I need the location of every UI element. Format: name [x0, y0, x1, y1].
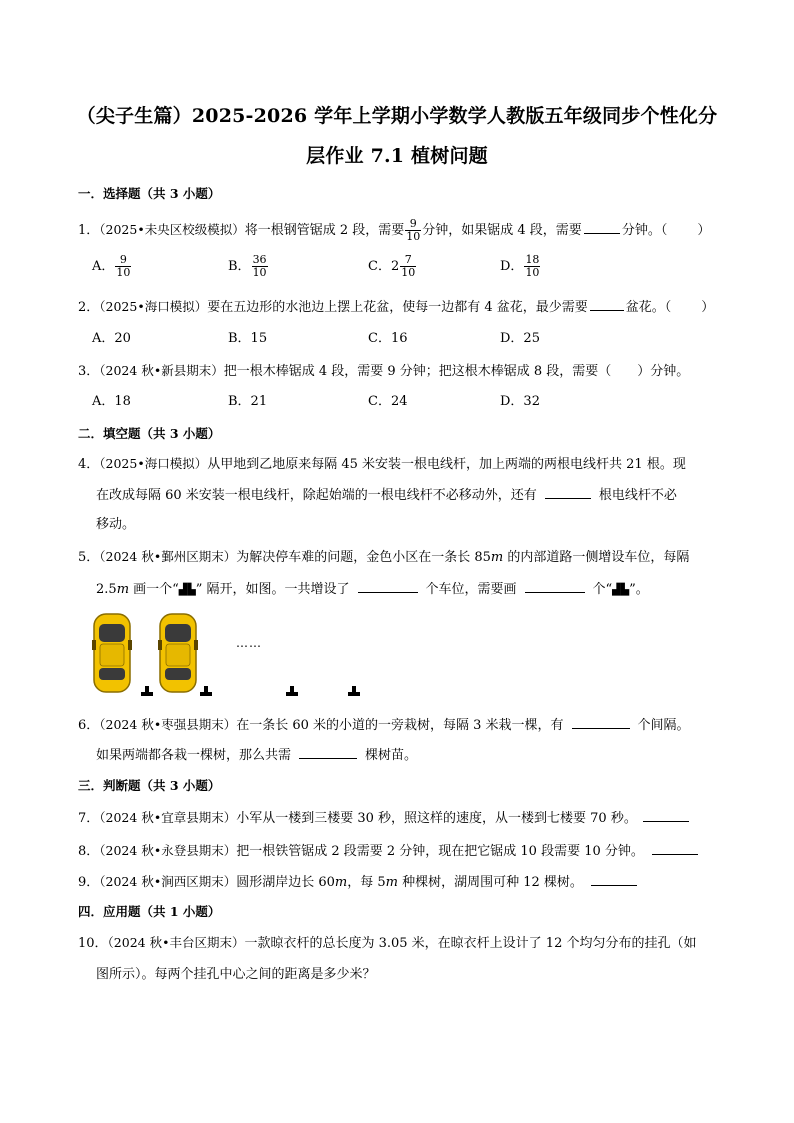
option-a[interactable]: A．18	[92, 394, 131, 409]
question-source: （2025•海口模拟）	[99, 299, 208, 314]
question-source: （2024 秋•新县期末）	[99, 363, 224, 378]
question-10: 10．（2024 秋•丰台区期末）一款晾衣杆的总长度为 3.05 米，在晾衣杆上设计了 12 个均匀分布的挂孔（如	[78, 935, 697, 951]
car-icon	[158, 612, 198, 694]
question-10-line2: 图所示）。每两个挂孔中心之间的距离是多少米？	[96, 967, 376, 982]
ellipsis: ……	[236, 636, 262, 650]
question-7: 7．（2024 秋•宜章县期末）小军从一楼到三楼要 30 秒，照这样的速度，从一楼到七楼要 70 秒。	[78, 809, 691, 828]
page-title-line2: 层作业 7.1 植树问题	[306, 145, 488, 167]
question-source: （2024 秋•永登县期末）	[99, 843, 237, 858]
question-5-line2: 2.5m 画一个“▟▙” 隔开，如图。一共增设了 个车位，需要画 个“▟▙”。	[96, 582, 649, 597]
option-c[interactable]: C．2 $\frac{7}{10}$	[368, 253, 416, 279]
question-number: 5．	[78, 550, 100, 565]
question-2: 2．（2025•海口模拟）要在五边形的水池边上摆上花盆，使每一边都有 4 盆花，最少需要 盆花。（ ）	[78, 299, 715, 315]
question-number: 9．	[78, 875, 100, 890]
answer-blank[interactable]	[525, 580, 585, 593]
question-9: 9．（2024 秋•涧西区期末）圆形湖岸边长 60m，每 5m 种棵树，湖周围可种 12 棵树。	[78, 873, 639, 892]
question-source: （2024 秋•鄞州区期末）	[99, 549, 237, 564]
fraction: $\frac{9}{10}$	[116, 253, 131, 279]
question-number: 4．	[78, 457, 100, 472]
question-text: 要在五边形的水池边上摆上花盆，使每一边都有 4 盆花，最少需要	[207, 300, 588, 315]
section-heading-judge: 三．判断题（共 3 小题）	[78, 778, 221, 793]
parking-marker-icon: ▟▙	[612, 583, 630, 596]
question-4-line2: 在改成每隔 60 米安装一根电线杆，除起始端的一根电线杆不必移动外，还有 根电线杆不必	[96, 488, 677, 503]
section-heading-application: 四．应用题（共 1 小题）	[78, 904, 221, 919]
question-source: （2024 秋•宜章县期末）	[99, 810, 237, 825]
question-number: 1．	[78, 223, 100, 238]
option-b[interactable]: B． $\frac{36}{10}$	[228, 253, 267, 279]
option-d[interactable]: D． $\frac{18}{10}$	[500, 253, 540, 279]
page-title-line1: （尖子生篇）2025-2026 学年上学期小学数学人教版五年级同步个性化分	[76, 105, 718, 127]
option-b[interactable]: B．21	[228, 394, 268, 409]
parking-marker-icon	[141, 686, 153, 696]
fraction: $\frac{7}{10}$	[401, 253, 416, 279]
option-b[interactable]: B．15	[228, 331, 268, 346]
parking-marker-icon	[200, 686, 212, 696]
option-a[interactable]: A． $\frac{9}{10}$	[92, 253, 131, 279]
option-c[interactable]: C．24	[368, 394, 408, 409]
option-a[interactable]: A．20	[92, 331, 131, 346]
question-number: 10．	[78, 936, 108, 951]
parking-marker-icon: ▟▙	[178, 583, 196, 596]
parking-marker-icon	[348, 686, 360, 696]
question-6: 6．（2024 秋•枣强县期末）在一条长 60 米的小道的一旁栽树，每隔 3 米栽一棵，有 个间隔。	[78, 717, 690, 733]
answer-blank[interactable]	[591, 873, 637, 886]
question-number: 6．	[78, 718, 100, 733]
question-5: 5．（2024 秋•鄞州区期末）为解决停车难的问题，金色小区在一条长 85m 的内部道路一侧增设车位，每隔	[78, 549, 690, 565]
section-heading-fill: 二．填空题（共 3 小题）	[78, 426, 221, 441]
answer-blank[interactable]	[545, 486, 591, 499]
question-3	[78, 362, 689, 381]
car-icon	[92, 612, 132, 694]
question-source: （2025•海口模拟）	[99, 456, 208, 471]
answer-blank[interactable]	[643, 809, 689, 822]
question-4-line3: 移动。	[96, 517, 136, 532]
question-number: 3．	[78, 364, 100, 379]
answer-blank[interactable]	[358, 580, 418, 593]
question-text: 盆花。（	[625, 300, 672, 315]
parking-marker-icon	[286, 686, 298, 696]
question-text: 将一根钢管锯成 2 段，需要	[244, 223, 405, 238]
answer-blank[interactable]	[652, 842, 698, 855]
question-text: 从甲地到乙地原来每隔 45 米安装一根电线杆，加上两端的两根电线杆共 21 根。现	[207, 457, 686, 472]
option-d[interactable]: D．25	[500, 331, 540, 346]
answer-blank[interactable]	[299, 746, 357, 759]
question-number: 7．	[78, 811, 100, 826]
section-heading-choice: 一．选择题（共 3 小题）	[78, 186, 221, 201]
question-text: 把一根木棒锯成 4 段，需要 9 分钟；把这根木棒锯成 8 段，需要（ ）分钟。	[223, 364, 690, 379]
answer-blank[interactable]	[590, 298, 624, 311]
fraction: $\frac{9}{10}$	[406, 217, 421, 243]
option-d[interactable]: D．32	[500, 394, 540, 409]
question-source: （2024 秋•枣强县期末）	[99, 717, 237, 732]
question-number: 2．	[78, 300, 100, 315]
answer-blank[interactable]	[572, 716, 630, 729]
question-source: （2024 秋•丰台区期末）	[107, 935, 245, 950]
fraction: $\frac{18}{10}$	[525, 253, 540, 279]
question-4	[78, 455, 686, 474]
question-8: 8．（2024 秋•永登县期末）把一根铁管锯成 2 段需要 2 分钟，现在把它锯成 10 段需要 10 分钟。	[78, 842, 700, 861]
option-c[interactable]: C．16	[368, 331, 408, 346]
question-number: 8．	[78, 844, 100, 859]
fraction: $\frac{36}{10}$	[252, 253, 267, 279]
question-source: （2024 秋•涧西区期末）	[99, 874, 237, 889]
question-source: （2025•未央区校级模拟）	[99, 222, 245, 237]
question-6-line2: 如果两端都各栽一棵树，那么共需 棵树苗。	[96, 748, 418, 763]
question-text: 分钟。（	[621, 223, 668, 238]
answer-blank[interactable]	[584, 221, 620, 234]
question-1: 1．（2025•未央区校级模拟）将一根钢管锯成 2 段，需要 $\frac{9}{10}$ 分钟，如果锯成 4 段，需要 分钟。（ ）	[78, 217, 711, 243]
question-text: 分钟，如果锯成 4 段，需要	[422, 223, 582, 238]
